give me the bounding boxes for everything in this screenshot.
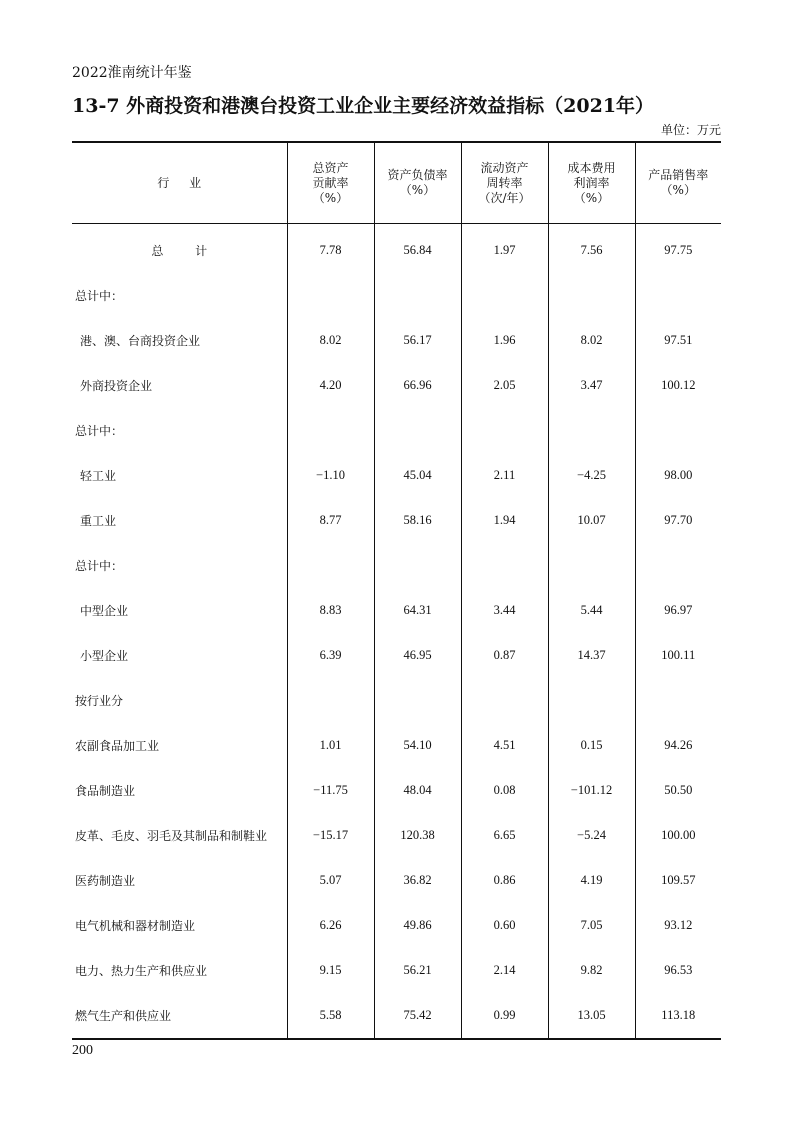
page-title: 13-7 外商投资和港澳台投资工业企业主要经济效益指标（2021年） bbox=[72, 95, 655, 117]
page-number: 200 bbox=[72, 1043, 93, 1058]
cell-value: 64.31 bbox=[374, 588, 461, 633]
cell-value: 1.96 bbox=[461, 318, 548, 363]
header-line: 成本费用 bbox=[567, 160, 616, 175]
table-row bbox=[72, 723, 721, 768]
cell-value: 7.56 bbox=[548, 224, 635, 274]
cell-value bbox=[635, 543, 721, 588]
table-row bbox=[72, 453, 721, 498]
cell-value: 8.83 bbox=[287, 588, 374, 633]
cell-value bbox=[461, 543, 548, 588]
cell-value: 0.99 bbox=[461, 993, 548, 1039]
header-line: 资产负债率 bbox=[387, 168, 448, 182]
cell-value: 9.82 bbox=[548, 948, 635, 993]
table-row-group bbox=[72, 678, 721, 723]
cell-value: 56.84 bbox=[374, 224, 461, 274]
cell-value bbox=[635, 408, 721, 453]
cell-value bbox=[548, 543, 635, 588]
cell-value: 1.97 bbox=[461, 224, 548, 274]
table-row bbox=[72, 363, 721, 408]
row-label: 按行业分 bbox=[75, 694, 124, 708]
cell-value: 113.18 bbox=[635, 993, 721, 1039]
cell-value: 93.12 bbox=[635, 903, 721, 948]
cell-value: 5.44 bbox=[548, 588, 635, 633]
cell-value bbox=[287, 408, 374, 453]
cell-value: −4.25 bbox=[548, 453, 635, 498]
cell-value: −11.75 bbox=[287, 768, 374, 813]
indicator-table-container bbox=[72, 141, 721, 1040]
cell-value: 58.16 bbox=[374, 498, 461, 543]
cell-value: 0.87 bbox=[461, 633, 548, 678]
header-asset-liability-ratio bbox=[374, 142, 461, 224]
row-label: 总计中： bbox=[75, 424, 124, 438]
row-label: 外商投资企业 bbox=[80, 379, 153, 393]
cell-value: 100.00 bbox=[635, 813, 721, 858]
cell-value bbox=[461, 273, 548, 318]
cell-value bbox=[548, 273, 635, 318]
header-line: 产品销售率 bbox=[648, 168, 709, 182]
row-label: 总计中： bbox=[75, 289, 124, 303]
cell-value bbox=[374, 678, 461, 723]
table-row bbox=[72, 588, 721, 633]
header-line: 贡献率 bbox=[312, 175, 349, 190]
cell-value: 97.51 bbox=[635, 318, 721, 363]
cell-value: 45.04 bbox=[374, 453, 461, 498]
cell-value: −1.10 bbox=[287, 453, 374, 498]
row-label: 总 计 bbox=[151, 244, 222, 258]
cell-value: 75.42 bbox=[374, 993, 461, 1039]
cell-value: 56.21 bbox=[374, 948, 461, 993]
table-row bbox=[72, 948, 721, 993]
cell-value: 46.95 bbox=[374, 633, 461, 678]
cell-value: 2.05 bbox=[461, 363, 548, 408]
cell-value: 4.19 bbox=[548, 858, 635, 903]
row-label: 燃气生产和供应业 bbox=[72, 993, 287, 1039]
indicator-table bbox=[72, 141, 721, 1040]
cell-value: 0.60 bbox=[461, 903, 548, 948]
cell-value: 7.78 bbox=[287, 224, 374, 274]
row-label: 总计中： bbox=[75, 559, 124, 573]
cell-value: 48.04 bbox=[374, 768, 461, 813]
cell-value: 2.11 bbox=[461, 453, 548, 498]
cell-value: 6.39 bbox=[287, 633, 374, 678]
cell-value: 98.00 bbox=[635, 453, 721, 498]
cell-value: 5.07 bbox=[287, 858, 374, 903]
cell-value: 96.97 bbox=[635, 588, 721, 633]
table-row bbox=[72, 993, 721, 1039]
cell-value: 8.02 bbox=[548, 318, 635, 363]
table-row-group bbox=[72, 543, 721, 588]
cell-value: −5.24 bbox=[548, 813, 635, 858]
header-line: 周转率 bbox=[486, 175, 523, 190]
cell-value: 36.82 bbox=[374, 858, 461, 903]
row-label: 医药制造业 bbox=[75, 874, 136, 888]
cell-value: 97.75 bbox=[635, 224, 721, 274]
table-row-group bbox=[72, 273, 721, 318]
cell-value: 14.37 bbox=[548, 633, 635, 678]
cell-value bbox=[374, 408, 461, 453]
row-label: 港、澳、台商投资企业 bbox=[80, 334, 201, 348]
header-line: （%） bbox=[660, 183, 696, 197]
table-row bbox=[72, 813, 721, 858]
cell-value bbox=[287, 543, 374, 588]
header-line: 利润率 bbox=[573, 175, 610, 190]
header-total-asset-contribution bbox=[287, 142, 374, 224]
cell-value: 13.05 bbox=[548, 993, 635, 1039]
row-label: 农副食品加工业 bbox=[75, 739, 160, 753]
cell-value: 7.05 bbox=[548, 903, 635, 948]
cell-value: 1.01 bbox=[287, 723, 374, 768]
cell-value: −15.17 bbox=[287, 813, 374, 858]
cell-value: 49.86 bbox=[374, 903, 461, 948]
cell-value: 100.12 bbox=[635, 363, 721, 408]
table-row bbox=[72, 498, 721, 543]
cell-value: 1.94 bbox=[461, 498, 548, 543]
table-row-group bbox=[72, 408, 721, 453]
header-product-sales-ratio bbox=[635, 142, 721, 224]
unit-label: 单位：万元 bbox=[660, 123, 721, 137]
header-line: （%） bbox=[573, 190, 610, 205]
cell-value: 94.26 bbox=[635, 723, 721, 768]
cell-value: 4.20 bbox=[287, 363, 374, 408]
cell-value: 5.58 bbox=[287, 993, 374, 1039]
header-line: （%） bbox=[399, 183, 436, 197]
cell-value bbox=[461, 408, 548, 453]
cell-value: 54.10 bbox=[374, 723, 461, 768]
cell-value: 3.47 bbox=[548, 363, 635, 408]
row-label: 电力、热力生产和供应业 bbox=[75, 964, 208, 978]
cell-value bbox=[635, 273, 721, 318]
cell-value: 56.17 bbox=[374, 318, 461, 363]
cell-value: 0.15 bbox=[548, 723, 635, 768]
header-current-asset-turnover bbox=[461, 142, 548, 224]
cell-value: 109.57 bbox=[635, 858, 721, 903]
cell-value: 9.15 bbox=[287, 948, 374, 993]
cell-value: 0.08 bbox=[461, 768, 548, 813]
row-label: 小型企业 bbox=[80, 649, 129, 663]
table-header-row bbox=[72, 142, 721, 224]
cell-value bbox=[374, 273, 461, 318]
cell-value: 50.50 bbox=[635, 768, 721, 813]
table-row bbox=[72, 318, 721, 363]
header-line: 流动资产 bbox=[480, 160, 529, 175]
cell-value bbox=[548, 408, 635, 453]
header-industry: 行 业 bbox=[72, 142, 287, 224]
table-row bbox=[72, 633, 721, 678]
cell-value: 100.11 bbox=[635, 633, 721, 678]
header-line: （%） bbox=[312, 190, 349, 205]
table-row bbox=[72, 903, 721, 948]
cell-value: 66.96 bbox=[374, 363, 461, 408]
cell-value: 4.51 bbox=[461, 723, 548, 768]
cell-value: 10.07 bbox=[548, 498, 635, 543]
cell-value bbox=[548, 678, 635, 723]
row-label: 重工业 bbox=[80, 514, 117, 528]
table-row-total bbox=[72, 224, 721, 274]
cell-value: 6.26 bbox=[287, 903, 374, 948]
cell-value bbox=[287, 678, 374, 723]
row-label: 食品制造业 bbox=[75, 784, 136, 798]
header-line: （次/年） bbox=[478, 190, 531, 205]
cell-value bbox=[374, 543, 461, 588]
cell-value: 2.14 bbox=[461, 948, 548, 993]
cell-value: −101.12 bbox=[548, 768, 635, 813]
cell-value: 96.53 bbox=[635, 948, 721, 993]
row-label: 轻工业 bbox=[80, 469, 117, 483]
header-cost-profit-ratio bbox=[548, 142, 635, 224]
row-label: 电气机械和器材制造业 bbox=[75, 919, 196, 933]
cell-value bbox=[287, 273, 374, 318]
table-row bbox=[72, 768, 721, 813]
cell-value: 97.70 bbox=[635, 498, 721, 543]
cell-value: 120.38 bbox=[374, 813, 461, 858]
table-row bbox=[72, 858, 721, 903]
running-head: 2022淮南统计年鉴 bbox=[72, 65, 192, 81]
cell-value: 6.65 bbox=[461, 813, 548, 858]
cell-value: 0.86 bbox=[461, 858, 548, 903]
cell-value: 8.02 bbox=[287, 318, 374, 363]
row-label: 中型企业 bbox=[80, 604, 129, 618]
cell-value bbox=[635, 678, 721, 723]
cell-value bbox=[461, 678, 548, 723]
row-label: 皮革、毛皮、羽毛及其制品和制鞋业 bbox=[75, 829, 268, 843]
header-line: 总资产 bbox=[312, 160, 349, 175]
cell-value: 3.44 bbox=[461, 588, 548, 633]
cell-value: 8.77 bbox=[287, 498, 374, 543]
